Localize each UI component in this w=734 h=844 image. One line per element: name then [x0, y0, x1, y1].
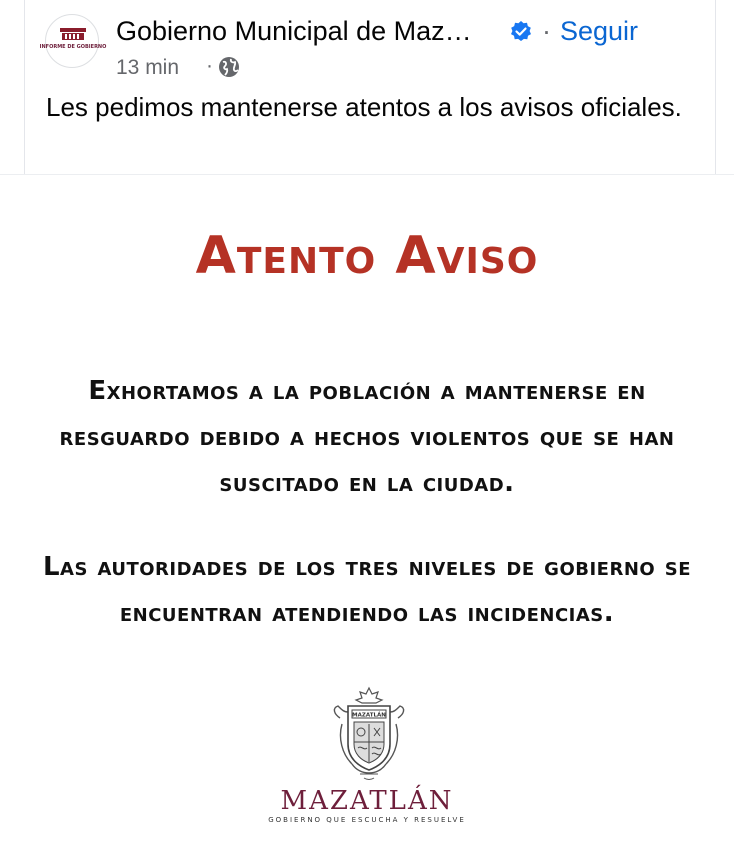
- mazatlan-seal-icon: [330, 684, 408, 784]
- city-slogan: GOBIERNO QUE ESCUCHA Y RESUELVE: [268, 816, 466, 824]
- informe-logo-icon: [39, 15, 107, 69]
- page-name-link[interactable]: Gobierno Municipal de Maz…: [116, 16, 472, 46]
- city-name: MAZATLÁN: [280, 786, 454, 816]
- verified-badge-icon: [509, 20, 533, 44]
- time-separator-dot: ·: [206, 54, 213, 77]
- post-text: Les pedimos mantenerse atentos a los avisos oficiales.: [46, 92, 682, 122]
- follow-button[interactable]: Seguir: [560, 16, 639, 46]
- avatar-label: INFORME DE GOBIERNO: [39, 44, 107, 50]
- notice-paragraph-1: Exhortamos a la población a mantenerse en resguardo debido a hechos violentos que se han suscitado en la ciudad.: [59, 376, 675, 498]
- post-header: [24, 0, 716, 174]
- notice-paragraph-2: Las autoridades de los tres niveles de gobierno se encuentran atendiendo las incidencias.: [42, 552, 692, 628]
- page-avatar[interactable]: [39, 14, 107, 68]
- notice-title: Atento Aviso: [195, 226, 539, 286]
- separator-dot: ·: [542, 16, 551, 46]
- globe-icon: [218, 56, 240, 78]
- post-image-divider: [0, 174, 734, 175]
- post-timestamp[interactable]: 13 min: [116, 56, 180, 79]
- seal-label: MAZATLÁN: [352, 712, 386, 719]
